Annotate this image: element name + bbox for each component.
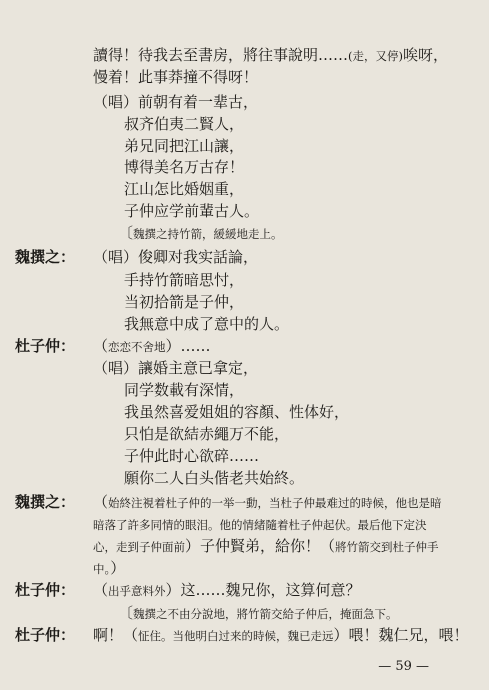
dialogue-text: （唱）讓婚主意已拿定，: [93, 359, 259, 377]
script-line: [124, 314, 289, 334]
stage-direction-text: 怔住。当他明白过来的時候，魏已走远: [138, 629, 334, 643]
script-line: [124, 292, 244, 312]
dialogue-text: 叔齐伯夷二賢人，: [124, 115, 245, 133]
stage-direction-text: 暗落了許多同情的眼泪。他的情緒隨着杜子仲起伏。最后他下定決: [93, 518, 427, 532]
dialogue-text: （唱）前朝有着一辈古，: [93, 93, 259, 111]
script-line: [93, 580, 361, 601]
stage-direction-text: 心，走到子仲面前: [93, 540, 185, 554]
dialogue-text: 啊！（: [93, 626, 139, 644]
dialogue-text: 同学数載有深情，: [124, 381, 245, 399]
script-line: [93, 92, 258, 112]
script-line: [124, 380, 244, 400]
speaker-name: 杜子仲：: [15, 626, 76, 644]
dialogue-text: 〔: [118, 604, 134, 622]
dialogue-text: 我無意中成了意中的人。: [124, 315, 290, 333]
script-line: [124, 157, 244, 177]
dialogue-text: （: [93, 337, 109, 355]
script-line: [118, 603, 398, 624]
dialogue-text: （: [93, 493, 109, 511]
dialogue-text: ）这……魏兄你，这算何意？: [165, 581, 361, 599]
script-line: [124, 446, 259, 466]
script-line: [93, 492, 442, 513]
dialogue-text: 手持竹箭暗思忖，: [124, 271, 245, 289]
stage-direction-text: (走，又停): [348, 49, 403, 63]
stage-direction-text: 將竹箭交到杜子仲手: [335, 540, 439, 554]
script-line: [93, 67, 258, 87]
script-line: [118, 223, 283, 244]
dialogue-text: ）喂！魏仁兄，喂！: [333, 626, 469, 644]
stage-direction-text: 魏撰之持竹箭，緩緩地走上。: [133, 227, 283, 241]
dialogue-text: 〔: [118, 224, 134, 242]
speaker-name: 魏撰之：: [15, 248, 76, 266]
dialogue-text: 子仲应学前輩古人。: [124, 202, 260, 220]
dialogue-text: 江山怎比婚姻重，: [124, 180, 245, 198]
script-line: [93, 625, 469, 646]
script-line: [124, 424, 289, 444]
script-line: [124, 201, 259, 221]
stage-direction-text: 魏撰之不由分說地，將竹箭交給子仲后，掩面急下。: [133, 607, 398, 621]
stage-direction-text: 恋恋不舍地: [108, 340, 166, 354]
script-line: [124, 270, 244, 290]
script-line: [93, 536, 439, 557]
speaker-name: 杜子仲：: [15, 337, 76, 355]
dialogue-text: 当初拾箭是子仲，: [124, 293, 245, 311]
dialogue-text: 子仲此时心欲碎……: [124, 447, 260, 465]
script-line: [124, 136, 244, 156]
dialogue-text: （: [93, 581, 109, 599]
script-line: [124, 114, 244, 134]
stage-direction-text: 中。: [93, 562, 111, 576]
stage-direction-text: 始終注視着杜子仲的一举一動，当杜子仲最难过的時候，他也是暗: [108, 496, 442, 510]
script-line: [93, 336, 211, 357]
dialogue-text: 慢着！此事莽撞不得呀！: [93, 68, 259, 86]
dialogue-text: （唱）俊卿对我实話論，: [93, 248, 259, 266]
script-line: [93, 247, 258, 267]
script-line: [124, 179, 244, 199]
speaker-name: 杜子仲：: [15, 581, 76, 599]
script-line: [93, 358, 258, 378]
dialogue-text: ）子仲賢弟，給你！（: [185, 537, 336, 555]
dialogue-text: ）: [110, 559, 126, 577]
dialogue-text: 唉呀，: [403, 46, 449, 64]
dialogue-text: 弟兄同把江山讓，: [124, 137, 245, 155]
script-line: [93, 45, 448, 66]
dialogue-text: 讀得！待我去至書房，將往事說明……: [93, 46, 349, 64]
script-line: [124, 402, 349, 422]
dialogue-text: 願你二人白头偕老共始終。: [124, 469, 305, 487]
script-line: [124, 468, 304, 488]
page-number: — 59 —: [378, 659, 429, 674]
dialogue-text: ）……: [165, 337, 211, 355]
dialogue-text: 我虽然喜爱姐姐的容顏、性体好，: [124, 403, 350, 421]
dialogue-text: 博得美名万古存！: [124, 158, 245, 176]
dialogue-text: 只怕是欲結赤繩万不能，: [124, 425, 290, 443]
script-line: [93, 514, 427, 535]
script-line: [93, 558, 125, 579]
speaker-name: 魏撰之：: [15, 493, 76, 511]
stage-direction-text: 出乎意料外: [108, 584, 166, 598]
